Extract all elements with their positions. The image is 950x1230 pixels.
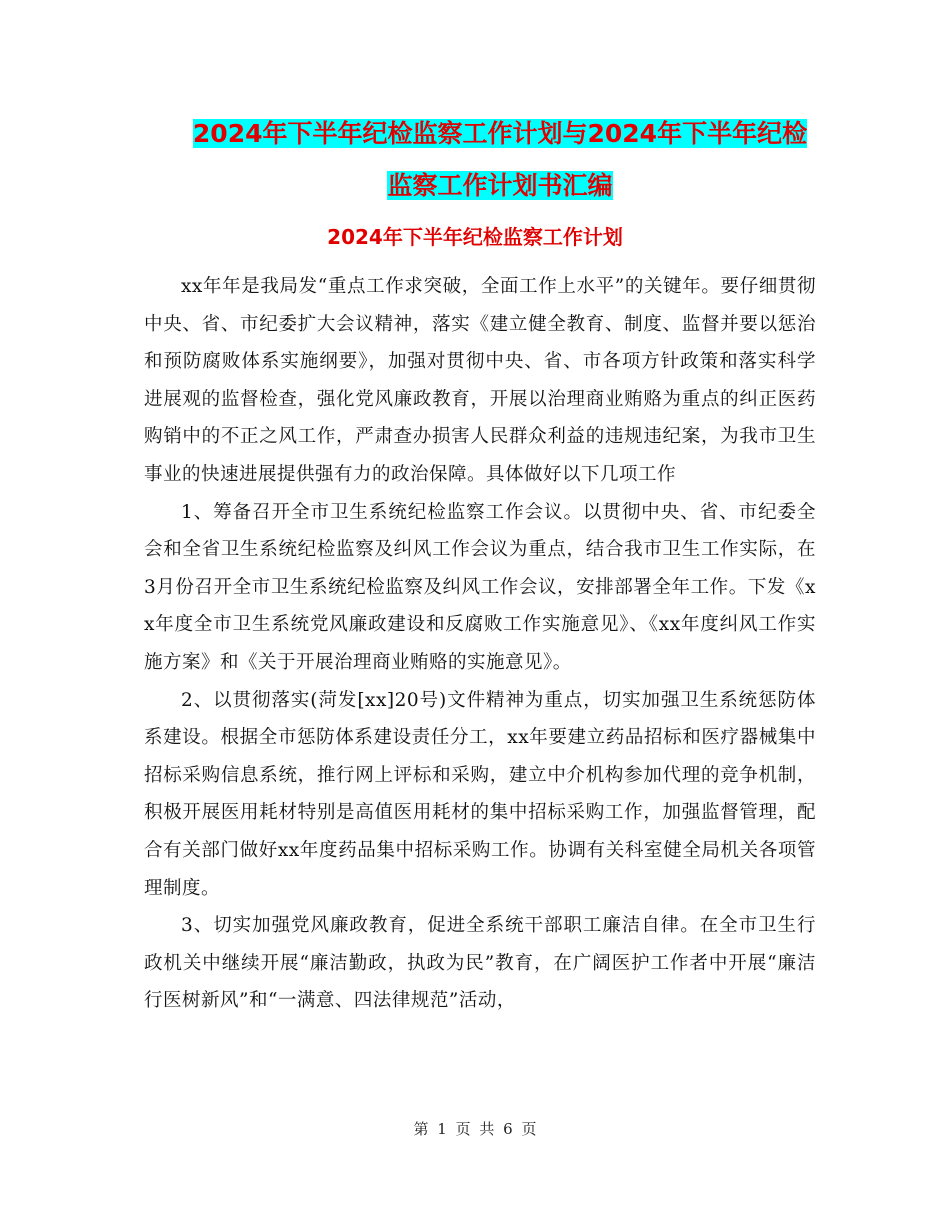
document-title-line1: 2024年下半年纪检监察工作计划与2024年下半年纪检 — [192, 119, 808, 148]
paragraph-item-1: 1、筹备召开全市卫生系统纪检监察工作会议。以贯彻中央、省、市纪委全会和全省卫生系统纪检监察及纠风工作会议为重点，结合我市卫生工作实际，在3月份召开全市卫生系统纪检监察及纠风工作会议，安排部署全年工作。下发《xx年度全市卫生系统党风廉政建设和反腐败工作实施意见》、《xx年度纠风工作实施方案》和《关于开展治理商业贿赂的实施意见》。 — [144, 501, 816, 673]
paragraph-intro: xx年年是我局发“重点工作求突破，全面工作上水平”的关键年。要仔细贯彻中央、省、市纪委扩大会议精神，落实《建立健全教育、制度、监督并要以惩治和预防腐败体系实施纲要》，加强对贯彻中央、省、市各项方针政策和落实科学进展观的监督检查，强化党风廉政教育，开展以治理商业贿赂为重点的纠正医药购销中的不正之风工作，严肃查办损害人民群众利益的违规违纪案，为我市卫生事业的快速进展提供强有力的政治保障。具体做好以下几项工作 — [144, 276, 816, 485]
paragraph-item-3: 3、切实加强党风廉政教育，促进全系统干部职工廉洁自律。在全市卫生行政机关中继续开展“廉洁勤政，执政为民”教育，在广阔医护工作者中开展“廉洁行医树新风”和“一满意、四法律规范”活动， — [144, 915, 816, 1012]
paragraph-item-2: 2、以贯彻落实(菏发[xx]20号)文件精神为重点，切实加强卫生系统惩防体系建设。根据全市惩防体系建设责任分工，xx年要建立药品招标和医疗器械集中招标采购信息系统，推行网上评标和采购，建立中介机构参加代理的竞争机制，积极开展医用耗材特别是高值医用耗材的集中招标采购工作，加强监督管理，配合有关部门做好xx年度药品集中招标采购工作。协调有关科室健全局机关各项管理制度。 — [144, 689, 816, 899]
document-body — [144, 268, 816, 1020]
document-title-line2: 监察工作计划书汇编 — [387, 171, 613, 200]
document-title — [140, 108, 860, 212]
section-title: 2024年下半年纪检监察工作计划 — [327, 225, 623, 249]
page-footer: 第 1 页 共 6 页 — [413, 1120, 537, 1138]
